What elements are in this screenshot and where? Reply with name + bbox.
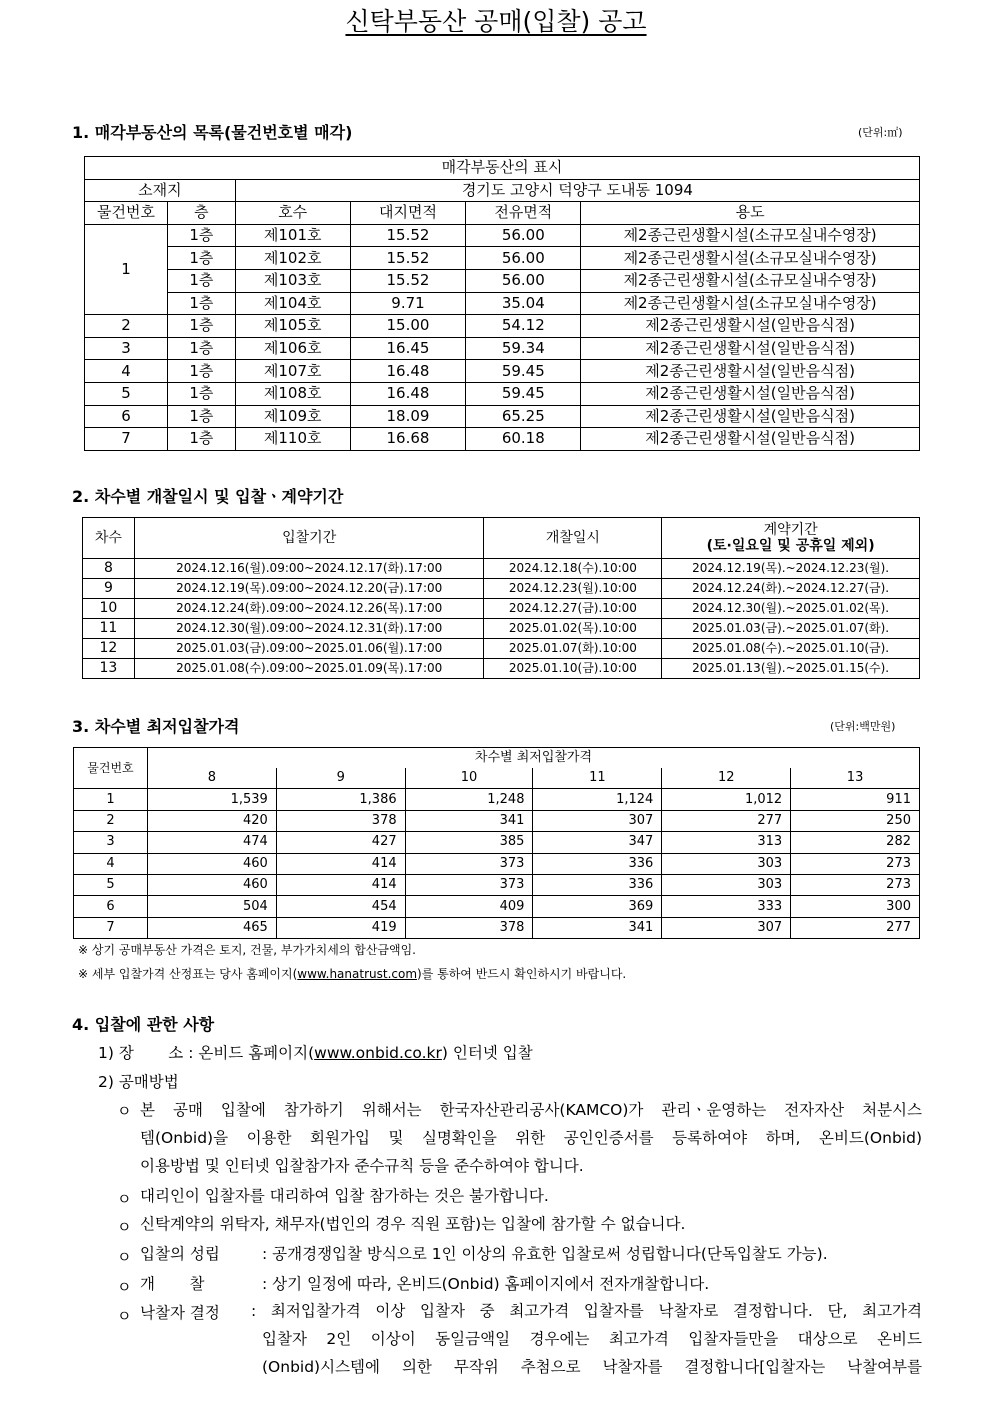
cell: 273: [791, 874, 920, 895]
table-row: [83, 619, 920, 639]
table-header-row: [74, 768, 920, 789]
table-row: [85, 405, 920, 428]
cell: 1: [74, 789, 148, 810]
cell: 427: [276, 832, 405, 853]
cell: 1층: [167, 428, 235, 451]
cell: 277: [662, 810, 791, 831]
location-value: 경기도 고양시 덕양구 도내동 1094: [235, 179, 919, 202]
cell: 제2종근린생활시설(일반음식점): [581, 315, 920, 338]
cell: 18.09: [350, 405, 466, 428]
header-cell: 물건번호: [85, 202, 168, 225]
table-row: [85, 360, 920, 383]
cell: 911: [791, 789, 920, 810]
cell: 35.04: [466, 292, 581, 315]
cell: 4: [85, 360, 168, 383]
paragraph-line: 이용방법 및 인터넷 입찰참가자 준수규칙 등을 준수하여야 합니다.: [140, 1157, 584, 1175]
header-cell: 층: [167, 202, 235, 225]
table-row: [74, 810, 920, 831]
header-cell: 차수별 최저입찰가격: [147, 748, 919, 769]
cell: 1층: [167, 269, 235, 292]
cell: 2024.12.27(금).10:00: [484, 599, 662, 619]
table-row: [74, 853, 920, 874]
cell: 2025.01.08(수).09:00~2025.01.09(목).17:00: [134, 659, 484, 679]
table-row: [85, 382, 920, 405]
paragraph-proxy: 대리인이 입찰자를 대리하여 입찰 참가하는 것은 불가합니다.: [140, 1187, 549, 1205]
hanatrust-link[interactable]: www.hanatrust.com: [297, 967, 418, 981]
section1-unit: (단위:㎡): [858, 126, 903, 139]
min-price-table: [73, 747, 920, 939]
cell: 60.18: [466, 428, 581, 451]
cell: 2024.12.18(수).10:00: [484, 559, 662, 579]
section3-heading: 3. 차수별 최저입찰가격: [72, 717, 240, 736]
cell: 1층: [167, 224, 235, 247]
cell: 7: [85, 428, 168, 451]
cell: 419: [276, 917, 405, 938]
bullet-icon: ㅇ: [117, 1307, 132, 1325]
cell: 282: [791, 832, 920, 853]
cell: 제108호: [235, 382, 350, 405]
cell: 2: [74, 810, 148, 831]
cell: 12: [83, 639, 135, 659]
paragraph-line: (Onbid)시스템에 의한 무작위 추첨으로 낙찰자를 결정합니다[입찰자는 낙찰여부를: [262, 1358, 922, 1376]
winner-value: [251, 1297, 922, 1381]
cell: 16.68: [350, 428, 466, 451]
cell: 2024.12.23(월).10:00: [484, 579, 662, 599]
round-header: 10: [405, 768, 533, 789]
cell: 2025.01.08(수).~2025.01.10(금).: [662, 639, 920, 659]
schedule-table: [82, 517, 920, 679]
cell: 6: [85, 405, 168, 428]
cell: 414: [276, 874, 405, 895]
cell: 제104호: [235, 292, 350, 315]
cell: 59.45: [466, 360, 581, 383]
cell: 277: [791, 917, 920, 938]
page-title: 신탁부동산 공매(입찰) 공고: [345, 7, 647, 36]
cell: 504: [147, 896, 276, 917]
table-title: 매각부동산의 표시: [85, 157, 920, 180]
table-row: [74, 896, 920, 917]
cell: 4: [74, 853, 148, 874]
cell: 373: [405, 853, 533, 874]
paragraph-line: : 최저입찰가격 이상 입찰자 중 최고가격 입찰자를 낙찰자로 결정합니다. 단, 최고가격: [251, 1302, 922, 1320]
cell: 15.52: [350, 269, 466, 292]
cell: 5: [74, 874, 148, 895]
round-header: 11: [533, 768, 662, 789]
cell: 333: [662, 896, 791, 917]
cell: 347: [533, 832, 662, 853]
cell: 1층: [167, 292, 235, 315]
cell: 제2종근린생활시설(소규모실내수영장): [581, 247, 920, 270]
table-row: [74, 917, 920, 938]
cell: 56.00: [466, 247, 581, 270]
cell: 59.45: [466, 382, 581, 405]
establishment-value: : 공개경쟁입찰 방식으로 1인 이상의 유효한 입찰로써 성립합니다(단독입찰도 가능).: [262, 1245, 828, 1263]
cell: 7: [74, 917, 148, 938]
cell: 1층: [167, 360, 235, 383]
table-row: [85, 269, 920, 292]
cell: 제2종근린생활시설(소규모실내수영장): [581, 269, 920, 292]
table-header-row: [83, 518, 920, 559]
cell: 307: [662, 917, 791, 938]
header-cell: 차수: [83, 518, 135, 559]
section1-heading: 1. 매각부동산의 목록(물건번호별 매각): [72, 123, 353, 142]
bullet-icon: ㅇ: [117, 1248, 132, 1266]
cell: 13: [83, 659, 135, 679]
cell: 2025.01.10(금).10:00: [484, 659, 662, 679]
cell: 2025.01.03(금).~2025.01.07(화).: [662, 619, 920, 639]
opening-label: 개 찰: [140, 1275, 205, 1293]
paragraph-line: 템(Onbid)을 이용한 회원가입 및 실명확인을 위한 공인인증서를 등록하여야 하며, 온비드(Onbid): [140, 1129, 922, 1147]
section2-heading: 2. 차수별 개찰일시 및 입찰ㆍ계약기간: [72, 487, 344, 506]
cell: 341: [405, 810, 533, 831]
paragraph-line: 본 공매 입찰에 참가하기 위해서는 한국자산관리공사(KAMCO)가 관리ㆍ운영하는 전자자산 처분시스: [140, 1101, 922, 1119]
cell: 1층: [167, 337, 235, 360]
cell: 65.25: [466, 405, 581, 428]
section4-heading: 4. 입찰에 관한 사항: [72, 1015, 215, 1034]
cell: 303: [662, 853, 791, 874]
cell: 1층: [167, 405, 235, 428]
table-row: [83, 559, 920, 579]
cell: 336: [533, 874, 662, 895]
header-cell: 물건번호: [74, 748, 148, 789]
cell: 제2종근린생활시설(일반음식점): [581, 405, 920, 428]
cell: 2024.12.24(화).~2024.12.27(금).: [662, 579, 920, 599]
header-cell: 전유면적: [466, 202, 581, 225]
table-row: [83, 659, 920, 679]
table-header-row: [85, 202, 920, 225]
round-header: 8: [147, 768, 276, 789]
cell: 1,012: [662, 789, 791, 810]
cell: 385: [405, 832, 533, 853]
note-text: )를 통하여 반드시 확인하시기 바랍니다.: [417, 967, 627, 981]
contract-period-note: (토·일요일 및 공휴일 제외): [706, 538, 875, 554]
table-row: [83, 639, 920, 659]
bullet-icon: ㅇ: [117, 1102, 132, 1120]
cell: 2025.01.13(월).~2025.01.15(수).: [662, 659, 920, 679]
cell: 11: [83, 619, 135, 639]
cell: 300: [791, 896, 920, 917]
establishment-label: 입찰의 성립: [140, 1245, 220, 1263]
cell: 460: [147, 853, 276, 874]
round-header: 9: [276, 768, 405, 789]
cell: 373: [405, 874, 533, 895]
cell: 2024.12.16(월).09:00~2024.12.17(화).17:00: [134, 559, 484, 579]
bullet-icon: ㅇ: [117, 1190, 132, 1208]
table-row: [74, 874, 920, 895]
cell: 307: [533, 810, 662, 831]
cell: 1,386: [276, 789, 405, 810]
bullet-icon: ㅇ: [117, 1218, 132, 1236]
cell: 9: [83, 579, 135, 599]
item-number: 1: [85, 224, 168, 314]
cell: 16.45: [350, 337, 466, 360]
cell: 제2종근린생활시설(일반음식점): [581, 428, 920, 451]
paragraph-line: 입찰자 2인 이상이 동일금액일 경우에는 최고가격 입찰자들만을 대상으로 온비드: [262, 1330, 922, 1348]
method-heading: 2) 공매방법: [98, 1073, 179, 1091]
section3-unit: (단위:백만원): [830, 720, 896, 733]
cell: 2024.12.30(월).09:00~2024.12.31(화).17:00: [134, 619, 484, 639]
cell: 250: [791, 810, 920, 831]
cell: 460: [147, 874, 276, 895]
table-row: [85, 247, 920, 270]
cell: 제102호: [235, 247, 350, 270]
cell: 제2종근린생활시설(일반음식점): [581, 360, 920, 383]
table-row: [85, 337, 920, 360]
cell: 409: [405, 896, 533, 917]
table-row: [83, 579, 920, 599]
cell: 1층: [167, 247, 235, 270]
price-note-2: [78, 965, 626, 982]
cell: 15.00: [350, 315, 466, 338]
header-cell: 호수: [235, 202, 350, 225]
venue-line: [98, 1041, 533, 1063]
cell: 9.71: [350, 292, 466, 315]
cell: 369: [533, 896, 662, 917]
venue-label: 1) 장 소 : 온비드 홈페이지(: [98, 1044, 315, 1062]
cell: 465: [147, 917, 276, 938]
cell: 273: [791, 853, 920, 874]
cell: 2024.12.19(목).09:00~2024.12.20(금).17:00: [134, 579, 484, 599]
table-row: [74, 789, 920, 810]
cell: 2025.01.03(금).09:00~2025.01.06(월).17:00: [134, 639, 484, 659]
cell: 제101호: [235, 224, 350, 247]
table-header-row: [74, 748, 920, 769]
property-list-table: [84, 156, 920, 451]
cell: 제106호: [235, 337, 350, 360]
paragraph-onbid: [140, 1096, 922, 1180]
winner-label: 낙찰자 결정: [140, 1304, 220, 1322]
location-label: 소재지: [85, 179, 236, 202]
onbid-link[interactable]: www.onbid.co.kr: [314, 1044, 442, 1062]
cell: 2025.01.02(목).10:00: [484, 619, 662, 639]
cell: 56.00: [466, 269, 581, 292]
cell: 2: [85, 315, 168, 338]
cell: 제2종근린생활시설(일반음식점): [581, 382, 920, 405]
cell: 2024.12.24(화).09:00~2024.12.26(목).17:00: [134, 599, 484, 619]
cell: 1층: [167, 315, 235, 338]
header-cell: [662, 518, 920, 559]
table-row: [85, 224, 920, 247]
cell: 2025.01.07(화).10:00: [484, 639, 662, 659]
cell: 54.12: [466, 315, 581, 338]
bullet-icon: ㅇ: [117, 1278, 132, 1296]
opening-value: : 상기 일정에 따라, 온비드(Onbid) 홈페이지에서 전자개찰합니다.: [262, 1275, 710, 1293]
table-row: [85, 315, 920, 338]
note-text: ※ 세부 입찰가격 산정표는 당사 홈페이지(: [78, 967, 298, 981]
cell: 1,248: [405, 789, 533, 810]
cell: 341: [533, 917, 662, 938]
cell: 15.52: [350, 224, 466, 247]
cell: 2024.12.30(월).~2025.01.02(목).: [662, 599, 920, 619]
header-cell: 대지면적: [350, 202, 466, 225]
header-cell: 입찰기간: [134, 518, 484, 559]
header-cell: 개찰일시: [484, 518, 662, 559]
table-row: [85, 428, 920, 451]
table-row: [74, 832, 920, 853]
cell: 10: [83, 599, 135, 619]
cell: 제109호: [235, 405, 350, 428]
contract-period-label: 계약기간: [763, 522, 818, 538]
cell: 제2종근린생활시설(소규모실내수영장): [581, 224, 920, 247]
cell: 제107호: [235, 360, 350, 383]
cell: 5: [85, 382, 168, 405]
venue-suffix: ) 인터넷 입찰: [441, 1044, 533, 1062]
cell: 454: [276, 896, 405, 917]
cell: 8: [83, 559, 135, 579]
cell: 제110호: [235, 428, 350, 451]
header-cell: 용도: [581, 202, 920, 225]
cell: 1,539: [147, 789, 276, 810]
cell: 414: [276, 853, 405, 874]
cell: 420: [147, 810, 276, 831]
cell: 제2종근린생활시설(일반음식점): [581, 337, 920, 360]
cell: 474: [147, 832, 276, 853]
cell: 제103호: [235, 269, 350, 292]
cell: 56.00: [466, 224, 581, 247]
cell: 313: [662, 832, 791, 853]
price-note-1: ※ 상기 공매부동산 가격은 토지, 건물, 부가가치세의 합산금액임.: [78, 943, 417, 957]
cell: 3: [74, 832, 148, 853]
cell: 6: [74, 896, 148, 917]
cell: 336: [533, 853, 662, 874]
cell: 3: [85, 337, 168, 360]
cell: 378: [405, 917, 533, 938]
round-header: 12: [662, 768, 791, 789]
cell: 1,124: [533, 789, 662, 810]
cell: 제105호: [235, 315, 350, 338]
cell: 15.52: [350, 247, 466, 270]
paragraph-exclusion: 신탁계약의 위탁자, 채무자(법인의 경우 직원 포함)는 입찰에 참가할 수 없습니다.: [140, 1215, 686, 1233]
table-row: [83, 599, 920, 619]
table-row: [85, 292, 920, 315]
round-header: 13: [791, 768, 920, 789]
cell: 제2종근린생활시설(소규모실내수영장): [581, 292, 920, 315]
cell: 59.34: [466, 337, 581, 360]
cell: 378: [276, 810, 405, 831]
cell: 16.48: [350, 360, 466, 383]
cell: 303: [662, 874, 791, 895]
cell: 2024.12.19(목).~2024.12.23(월).: [662, 559, 920, 579]
cell: 16.48: [350, 382, 466, 405]
cell: 1층: [167, 382, 235, 405]
